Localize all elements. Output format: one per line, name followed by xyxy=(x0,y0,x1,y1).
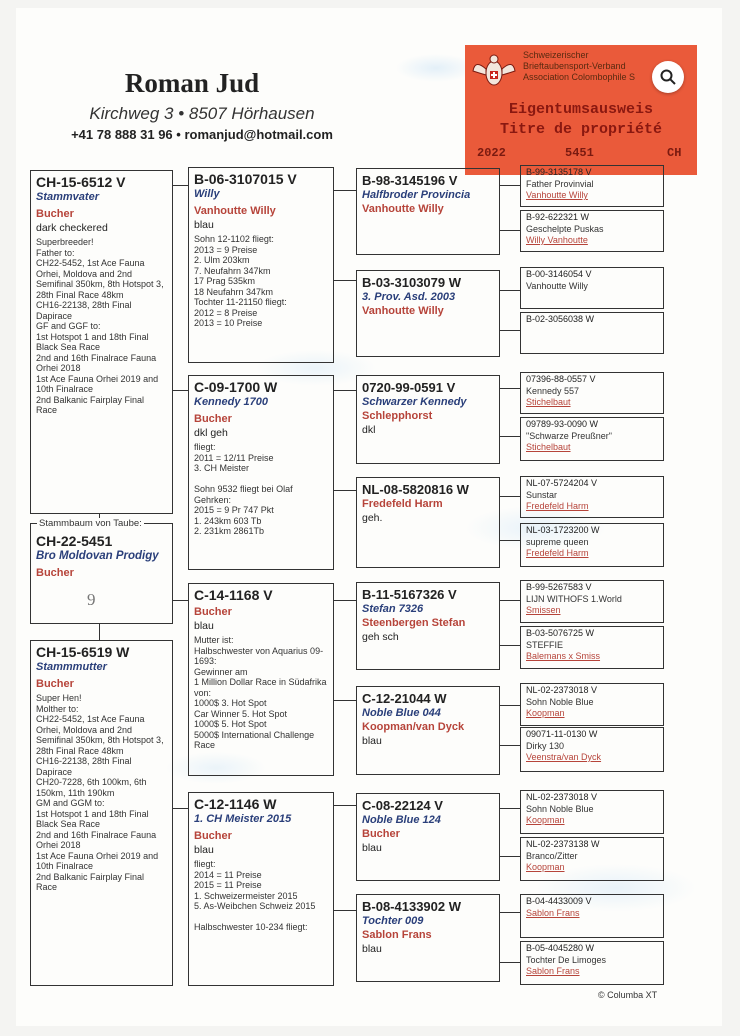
gen4-box[interactable] xyxy=(520,523,664,567)
gen4-ring: B-02-3056038 W xyxy=(526,314,595,324)
gen2-notes: Mutter ist: Halbschwester von Aquarius 09-1693: Gewinner am 1 Million Dollar Race in Südafrika von: 1000$ 3. Hot Spot Car Winner 5. Hot Spot 1000$ 5. Hot Spot 5000$ International Challenge Race xyxy=(194,635,327,750)
gen3-name: 3. Prov. Asd. 2003 xyxy=(362,291,456,303)
stamp-country: CH xyxy=(667,146,682,160)
gen2-box[interactable] xyxy=(188,375,334,570)
gen3-color: blau xyxy=(362,943,382,955)
gen4-ring: NL-07-5724204 V xyxy=(526,478,598,488)
gen4-name: Geschelpte Puskas xyxy=(526,223,604,234)
gen2-name: Willy xyxy=(194,188,220,200)
gen4-box[interactable] xyxy=(520,894,664,938)
gen4-name: Sunstar xyxy=(526,489,558,500)
gen2-name: Kennedy 1700 xyxy=(194,396,268,408)
gen4-ring: B-04-4433009 V xyxy=(526,896,592,906)
gen4-box[interactable] xyxy=(520,683,664,726)
gen3-box[interactable] xyxy=(356,686,500,775)
gen4-box[interactable] xyxy=(520,476,664,518)
gen3-name: Stefan 7326 xyxy=(362,603,424,615)
gen3-ring: 0720-99-0591 V xyxy=(362,380,456,395)
gen3-box[interactable] xyxy=(356,375,500,464)
gen4-name: LIJN WITHOFS 1.World xyxy=(526,593,622,604)
gen4-owner: Vanhoutte Willy xyxy=(526,190,588,200)
gen4-name: Branco/Zitter xyxy=(526,850,578,861)
gen4-name: Father Provinvial xyxy=(526,178,594,189)
gen3-owner: Schlepphorst xyxy=(362,410,433,422)
subject-ring: CH-22-5451 xyxy=(36,533,113,549)
gen2-color: blau xyxy=(194,844,214,856)
gen4-owner: Sablon Frans xyxy=(526,907,580,918)
gen4-box[interactable] xyxy=(520,837,664,881)
dam-box[interactable] xyxy=(30,640,173,986)
breeder-address: Kirchweg 3 • 8507 Hörhausen xyxy=(89,104,315,123)
sire-owner: Bucher xyxy=(36,208,74,220)
gen2-ring: C-12-1146 W xyxy=(194,796,277,812)
gen4-ring: B-92-622321 W xyxy=(526,212,590,222)
gen4-box[interactable] xyxy=(520,727,664,772)
gen4-ring: NL-02-2373138 W xyxy=(526,839,600,849)
gen2-color: blau xyxy=(194,620,214,632)
gen3-box[interactable] xyxy=(356,168,500,255)
stamp-org-text: Schweizerischer Brieftaubensport-Verband Association Colombophile S xyxy=(523,50,636,82)
gen4-owner: Koopman xyxy=(526,708,565,718)
gen2-notes: fliegt: 2011 = 12/11 Preise 3. CH Meister Sohn 9532 fliegt bei Olaf Gehrken: 2015 = 9 Pr 747 Pkt 1. 243km 603 Tb 2. 231km 2861Tb xyxy=(194,442,293,536)
gen3-box[interactable] xyxy=(356,582,500,670)
dam-owner: Bucher xyxy=(36,678,74,690)
gen4-box[interactable] xyxy=(520,372,664,414)
gen4-name: supreme queen xyxy=(526,536,589,547)
gen4-ring: B-03-5076725 W xyxy=(526,628,595,638)
search-icon[interactable] xyxy=(652,61,684,93)
gen4-ring: B-00-3146054 V xyxy=(526,269,592,279)
gen3-color: geh. xyxy=(362,512,383,524)
gen4-owner: Fredefeld Harm xyxy=(526,501,589,511)
gen4-ring: 07396-88-0557 V xyxy=(526,374,596,384)
gen4-box[interactable] xyxy=(520,580,664,623)
gen4-owner: Stichelbaut xyxy=(526,442,571,452)
copyright: © Columba XT xyxy=(598,990,658,1000)
breeder-name: Roman Jud xyxy=(124,68,260,98)
gen4-box[interactable] xyxy=(520,165,664,207)
gen4-owner: Koopman xyxy=(526,815,565,825)
federation-logo-icon xyxy=(471,51,517,91)
gen3-color: dkl xyxy=(362,424,376,436)
gen2-box[interactable] xyxy=(188,167,334,363)
gen3-owner: Bucher xyxy=(362,828,400,840)
gen4-owner: Veenstra/van Dyck xyxy=(526,752,602,762)
gen4-name: Sohn Noble Blue xyxy=(526,803,594,814)
gen4-name: Dirky 130 xyxy=(526,740,565,751)
gen3-owner: Sablon Frans xyxy=(362,929,432,941)
gen3-color: blau xyxy=(362,735,382,747)
subject-owner: Bucher xyxy=(36,567,74,579)
gen3-owner: Steenbergen Stefan xyxy=(362,617,466,629)
breeder-contact: +41 78 888 31 96 • romanjud@hotmail.com xyxy=(71,127,333,142)
gen4-ring: 09071-11-0130 W xyxy=(526,729,598,739)
gen3-name: Tochter 009 xyxy=(362,915,424,927)
subject-name: Bro Moldovan Prodigy xyxy=(36,550,159,562)
gen3-ring: NL-08-5820816 W xyxy=(362,482,469,497)
gen4-ring: 09789-93-0090 W xyxy=(526,419,599,429)
gen4-box[interactable] xyxy=(520,626,664,669)
gen4-name: STEFFIE xyxy=(526,639,564,650)
gen2-ring: C-09-1700 W xyxy=(194,379,278,395)
gen4-box[interactable] xyxy=(520,417,664,461)
gen2-ring: C-14-1168 V xyxy=(194,587,273,603)
gen4-box[interactable] xyxy=(520,267,664,309)
sire-color: dark checkered xyxy=(36,222,108,234)
handwritten-mark: 9 xyxy=(87,590,96,609)
gen2-owner: Bucher xyxy=(194,830,232,842)
gen3-name: Schwarzer Kennedy xyxy=(362,396,467,408)
sire-ring: CH-15-6512 V xyxy=(36,174,126,190)
gen4-owner: Smissen xyxy=(526,605,561,615)
gen2-owner: Bucher xyxy=(194,413,232,425)
dam-name: Stammmutter xyxy=(36,661,107,673)
gen4-ring: B-99-3135178 V xyxy=(526,167,592,177)
gen2-color: blau xyxy=(194,219,214,231)
gen4-ring: B-99-5267583 V xyxy=(526,582,592,592)
gen3-color: blau xyxy=(362,842,382,854)
gen4-name: Kennedy 557 xyxy=(526,385,580,396)
gen3-name: Noble Blue 044 xyxy=(362,707,441,719)
sire-box[interactable] xyxy=(30,170,173,514)
stamp-number: 5451 xyxy=(565,146,594,160)
gen2-notes: Sohn 12-1102 fliegt: 2013 = 9 Preise 2. Ulm 203km 7. Neufahrn 347km 17 Prag 535km 18 Neufahrn 347km Tochter 11-21150 fliegt: 2012 = 8 Preise 2013 = 10 Preise xyxy=(194,234,287,328)
gen4-owner: Koopman xyxy=(526,862,565,872)
gen4-name: "Schwarze Preußner" xyxy=(526,430,612,441)
subject-box[interactable] xyxy=(30,523,173,624)
gen3-box[interactable] xyxy=(356,477,500,568)
gen4-owner: Balemans x Smiss xyxy=(526,651,601,661)
gen3-box[interactable] xyxy=(356,270,500,357)
gen3-owner: Fredefeld Harm xyxy=(362,498,443,510)
gen2-owner: Bucher xyxy=(194,606,232,618)
gen4-ring: NL-02-2373018 V xyxy=(526,685,598,695)
gen3-ring: C-08-22124 V xyxy=(362,798,443,813)
gen2-owner: Vanhoutte Willy xyxy=(194,205,276,217)
gen2-ring: B-06-3107015 V xyxy=(194,171,297,187)
gen3-color: geh sch xyxy=(362,631,399,643)
gen4-owner: Willy Vanhoutte xyxy=(526,235,588,245)
gen3-owner: Vanhoutte Willy xyxy=(362,305,444,317)
gen4-owner: Sablon Frans xyxy=(526,966,580,976)
gen2-color: dkl geh xyxy=(194,427,228,439)
dam-notes: Super Hen! Molther to: CH22-5452, 1st Ace Fauna Orhei, Moldova and 2nd Semifinal 350km, 8th Hotspot 3, 28th Final Race 48km CH16-22138, 28th Final Dapirace CH20-7228, 6th 100km, 6th 150km, 11th 190km GM and GGM to: 1st Hotspot 1 and 18th Final Black Sea Race 2nd and 16th Finalrace Fauna Orhei 2018 1st Ace Fauna Orhei 2019 and 10th Finalrace 2nd Balkanic Fairplay Final Race xyxy=(36,693,164,892)
dam-ring: CH-15-6519 W xyxy=(36,644,130,660)
gen4-ring: NL-03-1723200 W xyxy=(526,525,600,535)
gen4-ring: B-05-4045280 W xyxy=(526,943,595,953)
gen3-ring: B-08-4133902 W xyxy=(362,899,461,914)
stamp-year: 2022 xyxy=(477,146,506,160)
gen2-name: 1. CH Meister 2015 xyxy=(194,813,292,825)
gen3-owner: Vanhoutte Willy xyxy=(362,203,444,215)
sire-name: Stammvater xyxy=(36,191,99,203)
pedigree-label: Stammbaum von Taube: xyxy=(39,518,142,529)
gen4-name: Sohn Noble Blue xyxy=(526,696,594,707)
gen4-name: Tochter De Limoges xyxy=(526,954,607,965)
gen3-ring: B-03-3103079 W xyxy=(362,275,461,290)
gen3-ring: C-12-21044 W xyxy=(362,691,447,706)
gen4-owner: Fredefeld Harm xyxy=(526,548,589,558)
gen4-name: Vanhoutte Willy xyxy=(526,280,588,291)
gen2-notes: fliegt: 2014 = 11 Preise 2015 = 11 Preise 1. Schweizermeister 2015 5. As-Weibchen Schweiz 2015 Halbschwester 10-234 fliegt: xyxy=(194,859,316,932)
gen2-box[interactable] xyxy=(188,792,334,986)
gen4-ring: NL-02-2373018 V xyxy=(526,792,598,802)
gen3-name: Halfbroder Provincia xyxy=(362,189,471,201)
gen4-box[interactable] xyxy=(520,312,664,354)
gen3-name: Noble Blue 124 xyxy=(362,814,441,826)
gen4-box[interactable] xyxy=(520,210,664,252)
gen3-box[interactable] xyxy=(356,894,500,982)
gen2-box[interactable] xyxy=(188,583,334,776)
stamp-title: Eigentumsausweis Titre de propriété xyxy=(499,101,663,138)
gen3-ring: B-98-3145196 V xyxy=(362,173,458,188)
gen3-ring: B-11-5167326 V xyxy=(362,587,457,602)
gen4-box[interactable] xyxy=(520,790,664,834)
gen4-box[interactable] xyxy=(520,941,664,985)
gen4-owner: Stichelbaut xyxy=(526,397,571,407)
sire-notes: Superbreeder! Father to: CH22-5452, 1st Ace Fauna Orhei, Moldova and 2nd Semifinal 350km, 8th Hotspot 3, 28th Final Race 48km CH16-22138, 28th Final Dapirace GF and GGF to: 1st Hotspot 1 and 18th Final Black Sea Race 2nd and 16th Finalrace Fauna Orhei 2018 1st Ace Fauna Orhei 2019 and 10th Finalrace 2nd Balkanic Fairplay Final Race xyxy=(36,237,164,415)
gen3-box[interactable] xyxy=(356,793,500,881)
gen3-owner: Koopman/van Dyck xyxy=(362,721,465,733)
